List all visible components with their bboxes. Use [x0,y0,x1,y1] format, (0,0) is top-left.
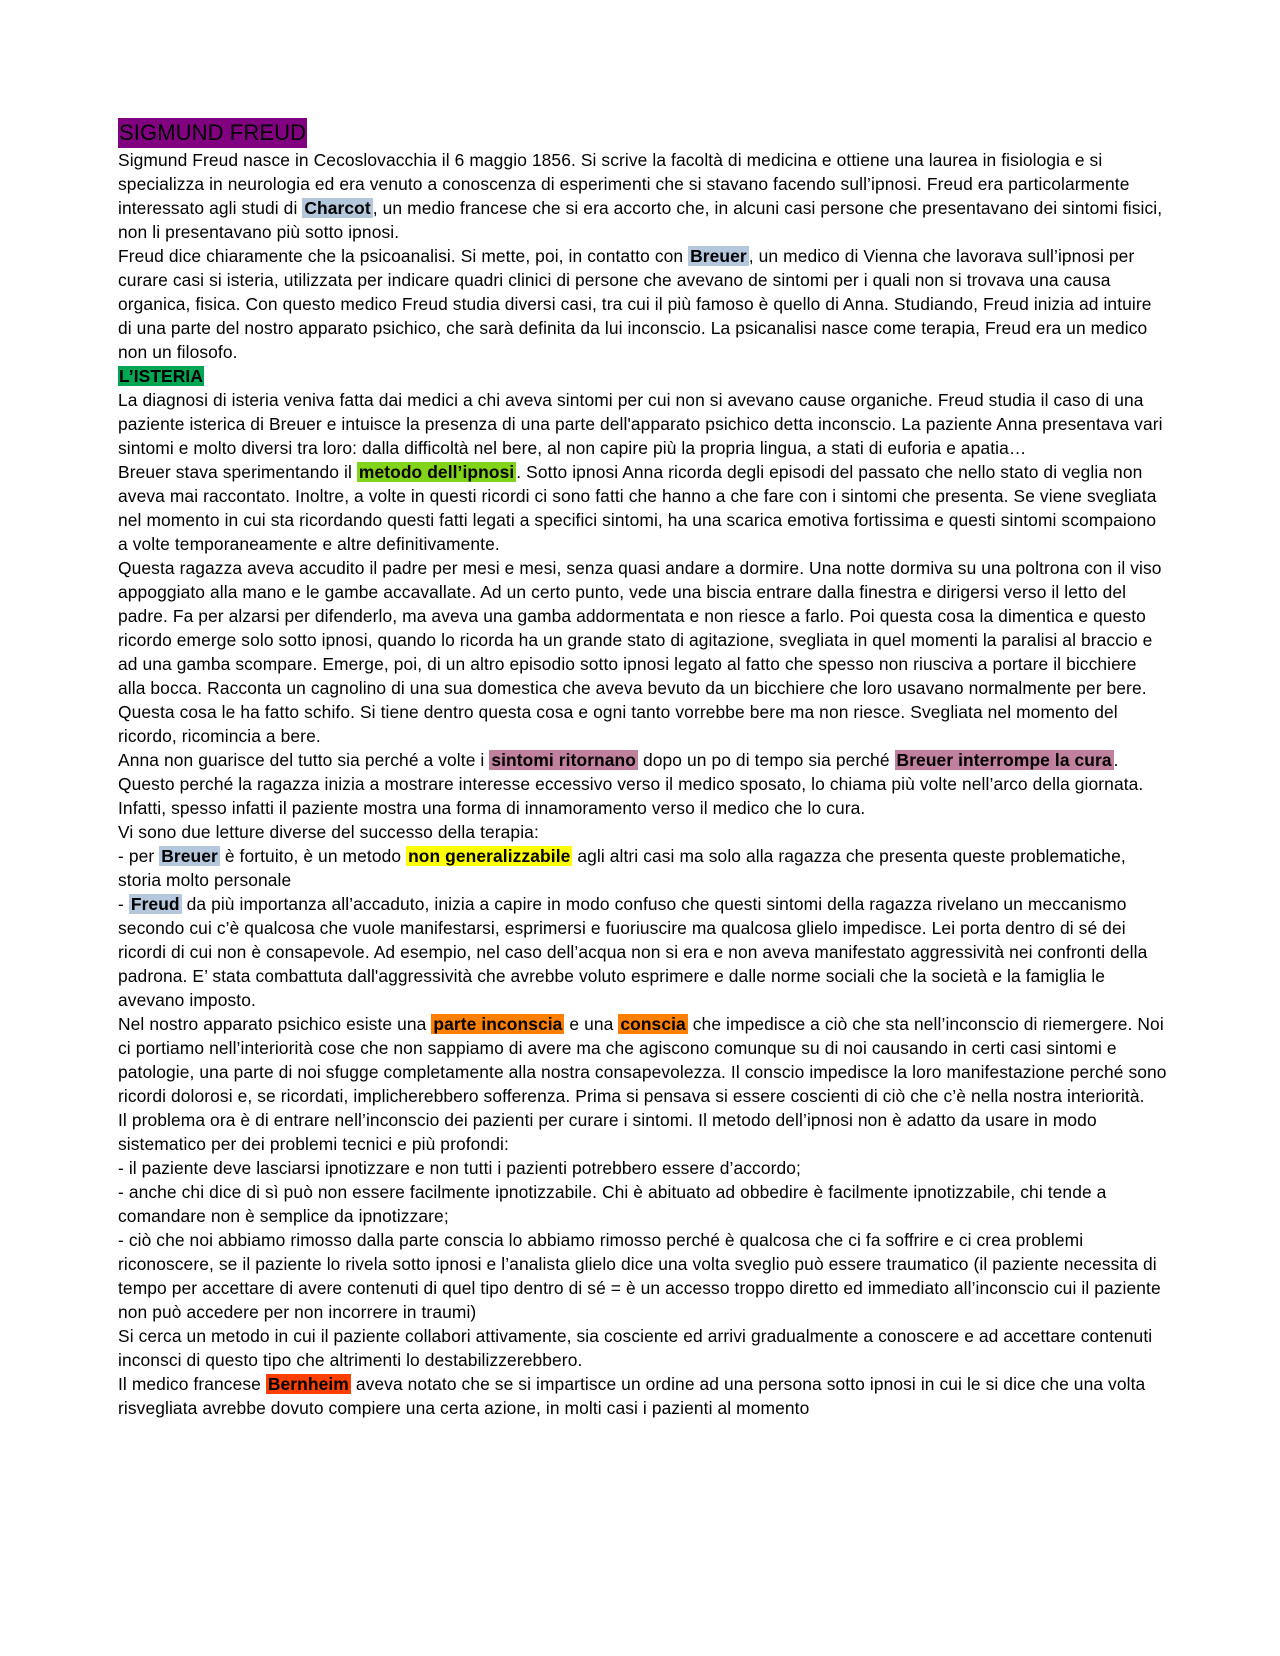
list-item-ipnotizzabile: - anche chi dice di sì può non essere facilmente ipnotizzabile. Chi è abituato ad obbedire è facilmente ipnotizzabile, chi tende a comandare non è semplice da ipnotizzare; [118,1182,1107,1226]
list-item-paziente: - il paziente deve lasciarsi ipnotizzare e non tutti i pazienti potrebbero essere d’accordo; [118,1158,801,1178]
paragraph-metodo-nuovo: Si cerca un metodo in cui il paziente collabori attivamente, sia cosciente ed arrivi gradualmente a conoscere e ad accettare contenuti inconsci di questo tipo che altrimenti lo destabilizzerebbero. [118,1326,1153,1370]
paragraph-metodo [118,460,1168,556]
section-heading-row [118,364,1168,388]
highlight-breuer-interrompe: Breuer interrompe la cura [896,750,1112,770]
paragraph-letture: Vi sono due letture diverse del successo della terapia: [118,822,539,842]
text-span: Breuer stava sperimentando il [118,462,352,482]
text-span: e una [569,1014,614,1034]
text-span: , un medio francese che si era accorto che, in alcuni casi persone che presentavano dei sintomi fisici, non li presentavano più sotto ipnosi. [118,198,1163,242]
document-page [118,118,1168,1420]
highlight-parte-inconscia: parte inconscia [433,1014,563,1034]
text-span: . Sotto ipnosi Anna ricorda degli episodi del passato che nello stato di veglia non aveva mai raccontato. Inoltre, a volte in questi ricordi ci sono fatti che hanno a che fare con i sintomi che presenta. Se viene svegliata nel momento in cui sta ricordando questi fatti legati a specifici sintomi, ha una scarica emotiva fortissima e questi sintomi scompaiono a volte temporaneamente e altre definitivamente. [118,462,1157,554]
paragraph-breuer [118,244,1168,364]
highlight-breuer-2: Breuer [161,846,218,866]
highlight-freud: Freud [130,894,180,914]
paragraph-anna [118,748,1168,820]
text-span: dopo un po di tempo sia perché [642,750,890,770]
highlight-sintomi-ritornano: sintomi ritornano [491,750,637,770]
text-span: , un medico di Vienna che lavorava sull’ipnosi per curare casi si isteria, utilizzata per indicare quadri clinici di persone che avevano de sintomi per i quali non si trovava una causa organica, fisica. Con questo medico Freud studia diversi casi, tra cui il più famoso è quello di Anna. Studiando, Freud inizia ad intuire di una parte del nostro apparato psichico, che sarà definita da lui inconscio. La psicanalisi nasce come terapia, Freud era un medico non un filosofo. [118,246,1152,362]
text-span: Il medico francese [118,1374,261,1394]
highlight-non-generalizzabile: non generalizzabile [408,846,571,866]
text-span: agli altri casi ma solo alla ragazza che presenta queste problematiche, storia molto personale [118,846,1126,890]
highlight-conscia: conscia [620,1014,686,1034]
text-span: da più importanza all’accaduto, inizia a capire in modo confuso che questi sintomi della ragazza rivelano un meccanismo secondo cui c’è qualcosa che vuole manifestarsi, esprimersi e fuoriuscire ma qualcosa glielo impedisce. Lei porta dentro di sé dei ricordi di cui non è consapevole. Ad esempio, nel caso dell’acqua non si era e non aveva manifestato aggressività nei confronti della padrona. E’ stata combattuta dall'aggressività che avrebbe voluto esprimere e dalle norme sociali che la società e la famiglia le avevano imposto. [118,894,1148,1010]
text-span: Sigmund Freud nasce in Cecoslovacchia il 6 maggio 1856. Si scrive la facoltà di medicina e ottiene una laurea in fisiologia e si specializza in neurologia ed era venuto a conoscenza di esperimenti che si stavano facendo sull’ipnosi. Freud era particolarmente interessato agli studi di [118,150,1130,218]
section-heading-isteria: L’ISTERIA [119,366,203,386]
text-span: aveva notato che se si impartisce un ordine ad una persona sotto ipnosi in cui le si dice che una volta risvegliata avrebbe dovuto compiere una certa azione, in molti casi i pazienti al momento [118,1374,1146,1418]
text-span: - per [118,846,155,866]
list-item-freud [118,892,1168,1012]
text-span: Nel nostro apparato psichico esiste una [118,1014,427,1034]
paragraph-intro [118,148,1168,244]
paragraph-ragazza: Questa ragazza aveva accudito il padre per mesi e mesi, senza quasi andare a dormire. Una notte dormiva su una poltrona con il viso appoggiato alla mano e le gambe accavallate. Ad un certo punto, vede una biscia entrare dalla finestra e dirigersi verso il letto del padre. Fa per alzarsi per difenderlo, ma aveva una gamba addormentata e non riesce a farlo. Poi questa cosa la dimentica e questo ricordo emerge solo sotto ipnosi, quando lo ricorda ha un grande stato di agitazione, svegliata in quel momenti la paralisi al braccio e ad una gamba scompare. Emerge, poi, di un altro episodio sotto ipnosi legato al fatto che spesso non riusciva a portare il bicchiere alla bocca. Racconta un cagnolino di una sua domestica che aveva bevuto da un bicchiere che loro usavano normalmente per bere. Questa cosa le ha fatto schifo. Si tiene dentro questa cosa e ogni tanto vorrebbe bere ma non riesce. Svegliata nel momento del ricordo, ricomincia a bere. [118,558,1162,746]
highlight-bernheim: Bernheim [267,1374,349,1394]
list-item-rimosso: - ciò che noi abbiamo rimosso dalla parte conscia lo abbiamo rimosso perché è qualcosa che ci fa soffrire e ci crea problemi riconoscere, se il paziente lo rivela sotto ipnosi e l’analista glielo dice una volta sveglio può essere traumatico (il paziente necessita di tempo per accettare di avere contenuti di quel tipo dentro di sé = è un accesso troppo diretto ed immediato all’inconscio cui il paziente non può accedere per non incorrere in traumi) [118,1230,1161,1322]
text-span: Freud dice chiaramente che la psicoanalisi. Si mette, poi, in contatto con [118,246,684,266]
text-span: è fortuito, è un metodo [224,846,402,866]
highlight-charcot: Charcot [304,198,371,218]
list-item-breuer [118,844,1168,892]
paragraph-diagnosi: La diagnosi di isteria veniva fatta dai medici a chi aveva sintomi per cui non si avevano cause organiche. Freud studia il caso di una paziente isterica di Breuer e intuisce la presenza di una parte dell'apparato psichico detta inconscio. La paziente Anna presentava vari sintomi e molto diversi tra loro: dalla difficoltà nel bere, al non capire più la propria lingua, a stati di euforia e apatia… [118,390,1163,458]
text-span: che impedisce a ciò che sta nell’inconscio di riemergere. Noi ci portiamo nell’interiorità cose che non sappiamo di avere ma che agiscono comunque su di noi causando in certi casi sintomi e patologie, una parte di noi sfugge completamente alla nostra consapevolezza. Il conscio impedisce la loro manifestazione perché sono ricordi dolorosi e, se ricordati, implicherebbero sofferenza. Prima si pensava si essere coscienti di ciò che c’è nella nostra interiorità. [118,1014,1167,1106]
text-span: - [118,894,124,914]
text-span: Anna non guarisce del tutto sia perché a volte i [118,750,485,770]
paragraph-problema: Il problema ora è di entrare nell’inconscio dei pazienti per curare i sintomi. Il metodo dell’ipnosi non è adatto da usare in modo sistematico per dei problemi tecnici e più profondi: [118,1110,1097,1154]
document-title: SIGMUND FREUD [118,118,307,148]
text-span: . Questo perché la ragazza inizia a mostrare interesse eccessivo verso il medico sposato, lo chiama più volte nell’arco della giornata. Infatti, spesso infatti il paziente mostra una forma di innamoramento verso il medico che lo cura. [118,750,1144,818]
highlight-breuer: Breuer [690,246,747,266]
highlight-metodo-ipnosi: metodo dell’ipnosi [358,462,515,482]
paragraph-bernheim [118,1372,1168,1420]
paragraph-apparato [118,1012,1168,1108]
